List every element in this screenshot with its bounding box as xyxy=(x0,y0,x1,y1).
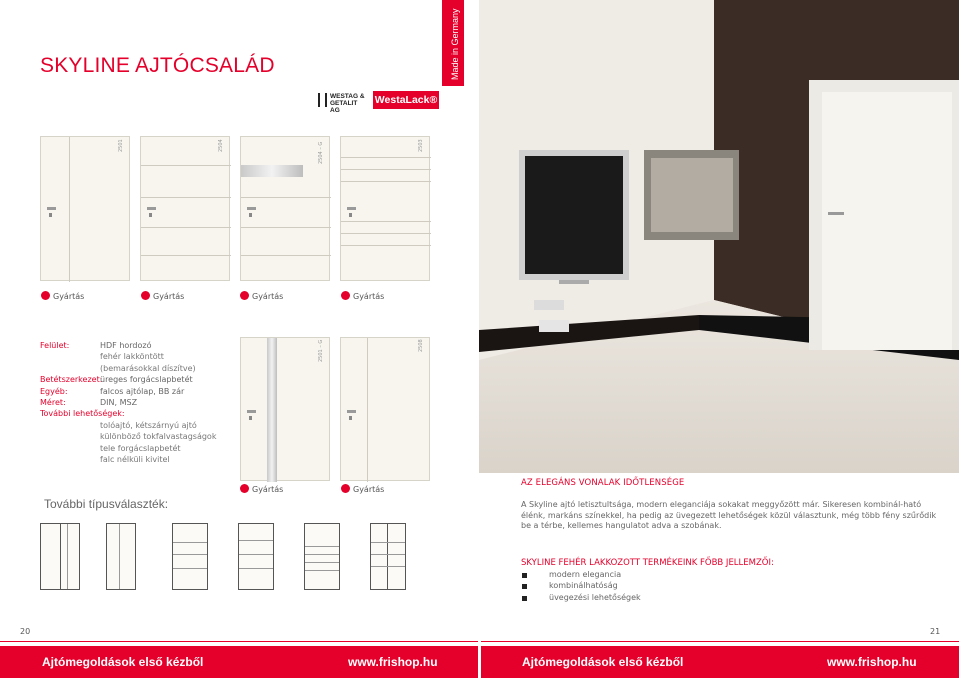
page-title: SKYLINE AJTÓCSALÁD xyxy=(40,54,275,77)
spec-label: Betétszerkezet: xyxy=(40,375,103,385)
spec-value: falcos ajtólap, BB zár xyxy=(100,386,185,396)
westalack-logo: WestaLack® xyxy=(373,91,439,109)
double-door-variant-3[interactable] xyxy=(172,523,208,590)
double-door-variant-5[interactable] xyxy=(304,523,340,590)
production-dot-icon xyxy=(41,291,50,300)
production-dot-icon xyxy=(240,291,249,300)
production-dot-icon xyxy=(341,291,350,300)
production-badge-2503[interactable]: Gyártás xyxy=(341,292,384,301)
feature-item: üvegezési lehetőségek xyxy=(521,592,641,603)
door-2501-g[interactable] xyxy=(240,337,330,481)
production-badge-2504-g[interactable]: Gyártás xyxy=(240,292,283,301)
feature-item: modern elegancia xyxy=(521,569,641,580)
double-door-variant-2[interactable] xyxy=(106,523,136,590)
double-door-variant-4[interactable] xyxy=(238,523,274,590)
spec-label: Egyéb: xyxy=(40,386,68,396)
door-2503[interactable] xyxy=(340,136,430,281)
production-badge-2501-g[interactable]: Gyártás xyxy=(240,485,283,494)
footer-left xyxy=(0,646,478,678)
feature-item: kombinálhatóság xyxy=(521,580,641,591)
footer-slogan-right: Ajtómegoldások első kézből xyxy=(522,655,684,669)
spec-label: Felület: xyxy=(40,341,70,350)
footer-divider-left xyxy=(0,641,478,642)
production-dot-icon xyxy=(240,484,249,493)
westag-logo-mark-icon xyxy=(318,93,327,107)
page-number-right: 21 xyxy=(930,627,941,636)
spec-value: különböző tokfalvastagságok xyxy=(100,432,217,442)
double-door-variant-6[interactable] xyxy=(370,523,406,590)
spec-label: További lehetőségek: xyxy=(40,409,125,419)
door-code-2503: 2503 xyxy=(418,139,424,152)
features-heading: SKYLINE FEHÉR LAKKOZOTT TERMÉKEINK FŐBB JELLEMZŐI: xyxy=(521,558,774,568)
spec-value: üreges forgácslapbetét xyxy=(100,375,193,385)
production-dot-icon xyxy=(141,291,150,300)
spec-value: fehér lakköntött xyxy=(100,352,164,362)
made-in-label: Made in Germany xyxy=(450,8,460,80)
westag-logo-line-2: GETALIT AG xyxy=(330,100,358,114)
westag-logo-line-1: WESTAG & xyxy=(330,93,365,100)
westag-getalit-logo xyxy=(318,92,368,114)
door-code-2501-g: 2501 – G xyxy=(318,339,324,362)
interior-photo xyxy=(479,0,959,473)
footer-url-left[interactable]: www.frishop.hu xyxy=(348,655,438,669)
door-2504-g[interactable] xyxy=(240,136,330,281)
production-dot-icon xyxy=(341,484,350,493)
door-2501[interactable] xyxy=(40,136,130,281)
production-badge-2508[interactable]: Gyártás xyxy=(341,485,384,494)
footer-url-right[interactable]: www.frishop.hu xyxy=(827,655,917,669)
more-types-title: További típusválaszték: xyxy=(44,497,169,511)
production-badge-2501[interactable]: Gyártás xyxy=(41,292,84,301)
double-door-variant-1[interactable] xyxy=(40,523,80,590)
door-2508[interactable] xyxy=(340,337,430,481)
spec-value: tolóajtó, kétszárnyú ajtó xyxy=(100,420,197,430)
door-code-2501: 2501 xyxy=(118,139,124,152)
page-number-left: 20 xyxy=(20,627,31,636)
spec-value: HDF hordozó xyxy=(100,341,152,350)
interior-photo-svg xyxy=(479,0,959,473)
feature-list xyxy=(521,569,641,603)
spec-value: tele forgácslapbetét xyxy=(100,443,181,453)
made-in-germany-banner xyxy=(442,0,464,86)
door-2504[interactable] xyxy=(140,136,230,281)
spec-value: DIN, MSZ xyxy=(100,397,138,407)
footer-divider-right xyxy=(481,641,959,642)
spec-value: (bemarásokkal díszítve) xyxy=(100,363,196,373)
footer-right xyxy=(481,646,959,678)
production-badge-2504[interactable]: Gyártás xyxy=(141,292,184,301)
spec-value: falc nélküli kivitel xyxy=(100,454,170,464)
right-heading: AZ ELEGÁNS VONALAK IDŐTLENSÉGE xyxy=(521,478,685,488)
door-code-2504: 2504 xyxy=(218,139,224,152)
footer-slogan-left: Ajtómegoldások első kézből xyxy=(42,655,204,669)
right-paragraph: A Skyline ajtó letisztultsága, modern eleganciája sokakat meggyőzött már. Sikeresen kombinál-ható élénk, markáns színekkel, ha pedig az üvegezett lehetőségek közül választunk, még több fény szűrődik be a térbe, kellemes hangulatot adva a szobának. xyxy=(521,500,937,531)
door-code-2504-g: 2504 – G xyxy=(318,141,324,164)
spec-label: Méret: xyxy=(40,397,66,407)
door-code-2508: 2508 xyxy=(418,339,424,352)
